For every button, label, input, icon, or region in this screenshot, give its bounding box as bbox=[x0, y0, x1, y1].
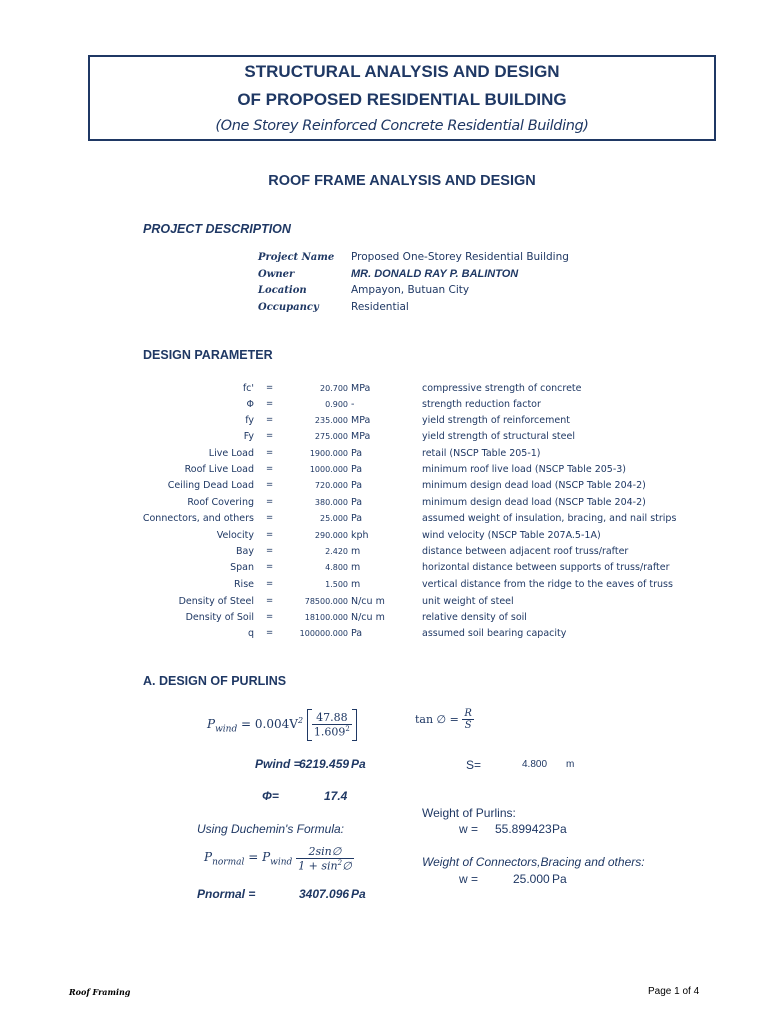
formula-wind-lhs: P bbox=[207, 716, 216, 731]
param-unit: - bbox=[351, 399, 355, 410]
param-unit: m bbox=[351, 562, 361, 573]
w2-label: w = bbox=[459, 872, 479, 886]
param-equals: = bbox=[266, 596, 274, 606]
param-equals: = bbox=[266, 415, 274, 425]
formula-normal-den-sup: 2 bbox=[337, 859, 343, 867]
weight-connectors-label: Weight of Connectors,Bracing and others: bbox=[422, 855, 645, 869]
param-equals: = bbox=[266, 546, 274, 556]
param-row bbox=[0, 448, 768, 464]
param-value: 4.800 bbox=[325, 563, 348, 572]
param-equals: = bbox=[266, 497, 274, 507]
param-value: 100000.000 bbox=[299, 629, 348, 638]
param-unit: kph bbox=[351, 530, 369, 541]
param-description: assumed soil bearing capacity bbox=[422, 628, 567, 639]
param-row bbox=[0, 431, 768, 447]
w1-label: w = bbox=[459, 822, 479, 836]
formula-wind-eq: = 0.004V bbox=[241, 716, 298, 731]
pwind-unit: Pa bbox=[351, 757, 366, 771]
param-name: Roof Live Load bbox=[184, 464, 254, 475]
param-row bbox=[0, 399, 768, 415]
project-description-heading: PROJECT DESCRIPTION bbox=[143, 222, 291, 236]
formula-normal-den-post: ∅ bbox=[342, 859, 352, 873]
title-box bbox=[88, 55, 716, 141]
footer-doc-name: Roof Framing bbox=[69, 987, 131, 997]
param-unit: N/cu m bbox=[351, 612, 385, 623]
param-description: wind velocity (NSCP Table 207A.5-1A) bbox=[422, 530, 601, 541]
tan-formula bbox=[415, 708, 474, 731]
param-name: Span bbox=[230, 562, 254, 573]
param-unit: m bbox=[351, 579, 361, 590]
param-description: distance between adjacent roof truss/rafter bbox=[422, 546, 629, 557]
w2-unit: Pa bbox=[552, 872, 567, 886]
param-equals: = bbox=[266, 448, 274, 458]
param-description: minimum design dead load (NSCP Table 204-2) bbox=[422, 497, 646, 508]
param-value: 235.000 bbox=[314, 416, 348, 425]
formula-tan-num: R bbox=[464, 708, 472, 719]
formula-normal-lhs-sub: normal bbox=[212, 857, 245, 868]
occupancy-value: Residential bbox=[351, 301, 409, 313]
pnormal-value: 3407.096 bbox=[299, 887, 350, 901]
param-description: unit weight of steel bbox=[422, 596, 514, 607]
phi-label: Φ= bbox=[262, 789, 279, 803]
s-unit: m bbox=[566, 759, 575, 770]
param-row bbox=[0, 497, 768, 513]
param-unit: Pa bbox=[351, 464, 363, 475]
formula-wind-den: 1.609 bbox=[313, 725, 346, 739]
param-equals: = bbox=[266, 612, 274, 622]
pnormal-label: Pnormal = bbox=[197, 887, 256, 901]
param-value: 290.000 bbox=[314, 531, 348, 540]
formula-wind-sup: 2 bbox=[297, 715, 304, 725]
param-equals: = bbox=[266, 513, 274, 523]
param-description: yield strength of reinforcement bbox=[422, 415, 570, 426]
occupancy-label: Occupancy bbox=[258, 302, 319, 313]
param-equals: = bbox=[266, 464, 274, 474]
w2-value: 25.000 bbox=[513, 872, 550, 886]
param-name: Connectors, and others bbox=[142, 513, 254, 524]
param-equals: = bbox=[266, 628, 274, 638]
param-unit: N/cu m bbox=[351, 596, 385, 607]
phi-value: 17.4 bbox=[324, 789, 348, 803]
design-parameter-heading: DESIGN PARAMETER bbox=[143, 348, 273, 362]
owner-value: MR. DONALD RAY P. BALINTON bbox=[351, 268, 519, 280]
param-value: 1.500 bbox=[325, 580, 348, 589]
param-name: Density of Steel bbox=[178, 596, 254, 607]
w1-unit: Pa bbox=[552, 822, 567, 836]
formula-normal-lhs: P bbox=[204, 850, 213, 865]
param-value: 20.700 bbox=[320, 384, 348, 393]
param-unit: Pa bbox=[351, 497, 363, 508]
param-description: assumed weight of insulation, bracing, and nail strips bbox=[422, 513, 677, 524]
param-description: vertical distance from the ridge to the eaves of truss bbox=[422, 579, 673, 590]
title-line-2: OF PROPOSED RESIDENTIAL BUILDING bbox=[237, 90, 567, 109]
formula-normal-eq: = P bbox=[248, 850, 271, 865]
param-description: relative density of soil bbox=[422, 612, 527, 623]
formula-tan-lhs: tan ∅ = bbox=[415, 713, 459, 726]
param-row bbox=[0, 530, 768, 546]
owner-label: Owner bbox=[258, 269, 295, 280]
formula-wind-lhs-sub: wind bbox=[215, 724, 238, 735]
param-unit: MPa bbox=[351, 383, 371, 394]
param-description: horizontal distance between supports of truss/rafter bbox=[422, 562, 670, 573]
location-label: Location bbox=[258, 285, 307, 296]
purlins-heading: A. DESIGN OF PURLINS bbox=[143, 674, 287, 688]
param-row bbox=[0, 415, 768, 431]
param-description: retail (NSCP Table 205-1) bbox=[422, 448, 541, 459]
s-label: S= bbox=[466, 758, 482, 772]
param-equals: = bbox=[266, 579, 274, 589]
param-name: Fy bbox=[243, 431, 254, 442]
param-value: 720.000 bbox=[314, 481, 348, 490]
param-unit: Pa bbox=[351, 448, 363, 459]
normal-pressure-formula bbox=[204, 845, 354, 873]
title-subtitle: (One Storey Reinforced Concrete Residential Building) bbox=[215, 118, 589, 134]
param-equals: = bbox=[266, 431, 274, 441]
pwind-label: Pwind = bbox=[255, 757, 301, 771]
param-name: Φ bbox=[246, 399, 254, 410]
param-row bbox=[0, 464, 768, 480]
param-name: Live Load bbox=[208, 448, 254, 459]
param-value: 380.000 bbox=[314, 498, 348, 507]
param-value: 18100.000 bbox=[304, 613, 348, 622]
param-row bbox=[0, 612, 768, 628]
param-equals: = bbox=[266, 480, 274, 490]
formula-wind-num: 47.88 bbox=[312, 711, 352, 725]
title-line-1: STRUCTURAL ANALYSIS AND DESIGN bbox=[244, 62, 560, 81]
param-unit: MPa bbox=[351, 431, 371, 442]
param-value: 0.900 bbox=[325, 400, 348, 409]
s-value: 4.800 bbox=[522, 759, 548, 770]
footer-page-number: Page 1 of 4 bbox=[648, 986, 700, 997]
param-equals: = bbox=[266, 530, 274, 540]
formula-wind-den-sup: 2 bbox=[345, 725, 350, 734]
param-unit: m bbox=[351, 546, 361, 557]
param-equals: = bbox=[266, 562, 274, 572]
param-value: 275.000 bbox=[314, 432, 348, 441]
duchemin-label: Using Duchemin's Formula: bbox=[197, 822, 345, 836]
param-description: minimum roof live load (NSCP Table 205-3) bbox=[422, 464, 626, 475]
param-row bbox=[0, 480, 768, 496]
param-row bbox=[0, 546, 768, 562]
param-equals: = bbox=[266, 383, 274, 393]
param-value: 25.000 bbox=[320, 514, 348, 523]
param-row bbox=[0, 513, 768, 529]
param-row bbox=[0, 596, 768, 612]
param-description: minimum design dead load (NSCP Table 204-2) bbox=[422, 480, 646, 491]
param-equals: = bbox=[266, 399, 274, 409]
param-unit: Pa bbox=[351, 480, 363, 491]
section-title: ROOF FRAME ANALYSIS AND DESIGN bbox=[268, 173, 536, 189]
weight-purlins-label: Weight of Purlins: bbox=[422, 806, 516, 820]
param-name: q bbox=[247, 628, 254, 639]
param-name: Ceiling Dead Load bbox=[167, 480, 254, 491]
location-value: Ampayon, Butuan City bbox=[351, 284, 470, 296]
pnormal-unit: Pa bbox=[351, 887, 366, 901]
param-row bbox=[0, 383, 768, 399]
formula-tan-den: S bbox=[464, 720, 472, 731]
param-name: fy bbox=[245, 415, 254, 426]
param-value: 2.420 bbox=[325, 547, 348, 556]
project-name-label: Project Name bbox=[258, 252, 335, 263]
param-name: Bay bbox=[236, 546, 254, 557]
param-description: strength reduction factor bbox=[422, 399, 541, 410]
param-unit: Pa bbox=[351, 628, 363, 639]
param-name: Velocity bbox=[216, 530, 254, 541]
param-unit: MPa bbox=[351, 415, 371, 426]
formula-normal-num: 2sin∅ bbox=[296, 845, 354, 859]
param-unit: Pa bbox=[351, 513, 363, 524]
param-name: Density of Soil bbox=[185, 612, 254, 623]
param-row bbox=[0, 562, 768, 578]
pwind-value: 6219.459 bbox=[299, 757, 350, 771]
param-description: yield strength of structural steel bbox=[422, 431, 575, 442]
param-name: Rise bbox=[233, 579, 254, 590]
project-name-value: Proposed One-Storey Residential Building bbox=[351, 251, 569, 263]
formula-normal-den-pre: 1 + sin bbox=[298, 859, 338, 873]
formula-normal-eq-sub: wind bbox=[270, 857, 293, 868]
param-name: Roof Covering bbox=[187, 497, 254, 508]
param-value: 78500.000 bbox=[304, 597, 348, 606]
param-row bbox=[0, 579, 768, 595]
param-description: compressive strength of concrete bbox=[422, 383, 582, 394]
param-name: fc' bbox=[242, 383, 254, 394]
param-value: 1000.000 bbox=[309, 465, 348, 474]
wind-pressure-formula bbox=[207, 709, 357, 741]
w1-value: 55.899423 bbox=[495, 822, 552, 836]
param-row bbox=[0, 628, 768, 644]
param-value: 1900.000 bbox=[309, 449, 348, 458]
